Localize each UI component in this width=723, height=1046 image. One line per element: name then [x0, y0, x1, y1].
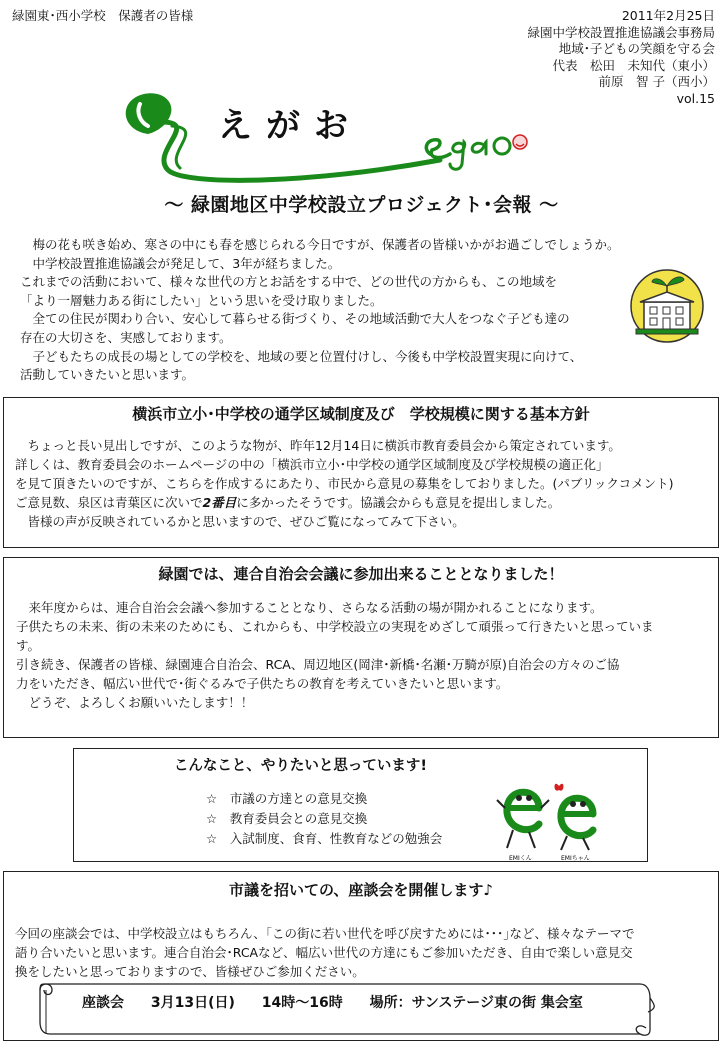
policy-line: を見て頂きたいのですが、こちらを作成するにあたり、市民から意見の募集をしておりました。(パブリックコメント): [15, 476, 674, 492]
mascot-left-label: EMIくん: [509, 855, 532, 862]
policy-line-post: に多かったそうです。協議会からも意見を提出しました。: [236, 495, 561, 511]
mascot-right-label: EMIちゃん: [561, 855, 590, 862]
mascots-illustration: [495, 764, 605, 864]
list-item: ☆ 市議の方達との意見交換: [206, 790, 368, 806]
council-line: 来年度からは、連合自治会会議へ参加することとなり、さらなる活動の場が開かれることになります。: [16, 600, 603, 616]
emphasis-rank: 2番目: [202, 495, 237, 511]
meeting-time: 14時～16時: [261, 995, 343, 1011]
meeting-place: 場所：サンステージ東の街 集会室: [369, 995, 583, 1011]
council-line: 子供たちの未来、街の未来のためにも、これからも、中学校設立の実現をめざして頑張って行きたいと思っていま: [16, 619, 654, 635]
council-line: 引き続き、保護者の皆様、緑園連合自治会、RCA、周辺地区(岡津･新橋･名瀬･万騎が原)自治会の方々のご協: [16, 657, 620, 673]
policy-line: 詳しくは、教育委員会のホームページの中の「横浜市立小･中学校の通学区域制度及び学校規模の適正化」: [15, 457, 609, 473]
project-title: ～ 緑園地区中学校設立プロジェクト･会報 ～: [164, 194, 559, 216]
list-item: ☆ 入試制度、食育、性教育などの勉強会: [206, 830, 443, 846]
meeting-line: 語り合いたいと思います。連合自治会･RCAなど、幅広い世代の方達にもご参加いただき、自由で楽しい意見交: [15, 945, 633, 961]
council-line: す。: [16, 638, 41, 654]
intro-line: 「より一層魅力ある街にしたい」という思いを受け取りました。: [20, 292, 383, 308]
policy-line-pre: ご意見数、泉区は青葉区に次いで: [15, 495, 203, 511]
logo-title: えがお: [218, 106, 362, 146]
issue-date: 2011年2月25日: [621, 8, 715, 23]
mascot-boy-icon: [497, 792, 549, 848]
representative-1: 代表 松田 未知代（東小）: [552, 57, 715, 73]
org-name-2: 地域･子どもの笑顔を守る会: [558, 41, 715, 56]
plans-section-title: こんなこと、やりたいと思っています!: [173, 758, 428, 774]
school-building-icon: [626, 262, 708, 344]
policy-line: ちょっと長い見出しですが、このような物が、昨年12月14日に横浜市教育委員会から策定されています。: [15, 438, 621, 454]
addressee: 緑園東･西小学校 保護者の皆様: [12, 8, 194, 23]
intro-line: 子どもたちの成長の場としての学校を、地域の要と位置付けし、今後も中学校設置実現に向けて、: [20, 348, 583, 364]
council-section: [3, 557, 719, 738]
intro-line: 梅の花も咲き始め、寒さの中にも春を感じられる今日ですが、保護者の皆様いかがお過ごしでしょうか。: [20, 237, 620, 252]
intro-line: 存在の大切さを、実感しております。: [20, 329, 232, 345]
intro-line: 中学校設置推進協議会が発足して、3年が経ちました。: [20, 255, 341, 271]
council-line: 力をいただき、幅広い世代で･街ぐるみで子供たちの教育を考えていきたいと思います。: [16, 676, 509, 692]
intro-line: 活動していきたいと思います。: [20, 367, 195, 383]
list-item: ☆ 教育委員会との意見交換: [206, 810, 368, 826]
intro-line: 全ての住民が関わり合い、安心して暮らせる街づくり、その地域活動で大人をつなぐ子ども達の: [20, 311, 570, 327]
meeting-line: 今回の座談会では、中学校設立はもちろん、｢この街に若い世代を呼び戻すためには･･･｣など、様々なテーマで: [15, 926, 635, 942]
meeting-date: 3月13日(日): [150, 995, 235, 1011]
intro-text: [20, 236, 710, 385]
volume-number: vol.15: [676, 90, 715, 106]
representative-2: 前原 智 子（西小）: [598, 74, 715, 89]
mascot-girl-icon: [555, 784, 594, 850]
policy-section-body: [15, 436, 718, 531]
council-section-body: [16, 598, 718, 712]
meeting-line: 換をしたいと思っておりますので、皆様ぜひご参加ください。: [15, 964, 365, 980]
policy-section: [3, 397, 719, 548]
policy-section-title: 横浜市立小･中学校の通学区域制度及び 学校規模に関する基本方針: [132, 405, 590, 423]
org-name-1: 緑園中学校設置推進協議会事務局: [527, 24, 715, 40]
meeting-section-title: 市議を招いての、座談会を開催します♪: [229, 881, 493, 899]
sender-block: [527, 8, 715, 107]
council-section-title: 緑園では、連合自治会会議に参加出来ることとなりました！: [158, 565, 564, 583]
policy-line: 皆様の声が反映されているかと思いますので、ぜひご覧になってみて下さい。: [15, 514, 465, 530]
meeting-label: 座談会: [82, 995, 124, 1011]
meeting-info: [82, 994, 605, 1013]
policy-line: [15, 493, 718, 512]
intro-line: これまでの活動において、様々な世代の方とお話をする中で、どの世代の方からも、この地域を: [20, 274, 558, 290]
council-line: どうぞ、よろしくお願いいたします！！: [16, 695, 254, 711]
meeting-section-body: [15, 924, 718, 981]
